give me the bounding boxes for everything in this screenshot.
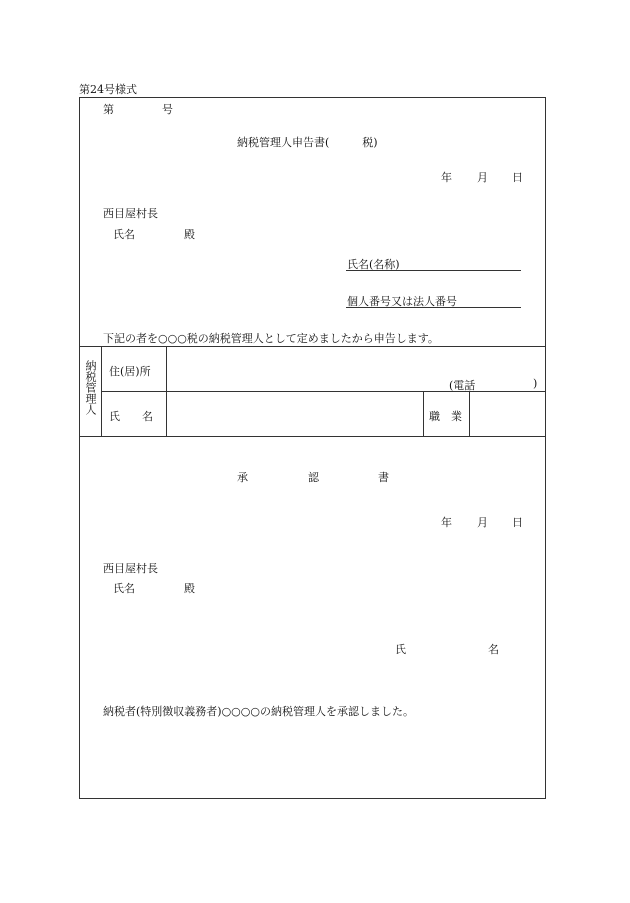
document-number-go: 号 [162, 103, 173, 116]
phone-label: (電話 [449, 379, 476, 392]
applicant-name-label: 氏名(名称) [347, 258, 400, 271]
name-label: 氏 名 [109, 410, 153, 423]
application-date-month: 月 [477, 171, 488, 184]
form-frame [79, 97, 546, 799]
approval-statement: 納税者(特別徴収義務者)○○○○の納税管理人を承認しました。 [103, 705, 414, 718]
approval-date-year: 年 [441, 516, 452, 529]
table-label-divider [166, 346, 167, 436]
form-number: 第24号様式 [79, 83, 137, 96]
table-top-border [79, 346, 546, 347]
approval-date-month: 月 [477, 516, 488, 529]
applicant-number-label: 個人番号又は法人番号 [347, 295, 457, 308]
document-number-dai: 第 [103, 103, 114, 116]
approval-title-char-2: 認 [308, 471, 319, 484]
application-title: 納税管理人申告書( 税) [237, 136, 378, 149]
table-bottom-border [79, 436, 546, 437]
application-date-year: 年 [441, 171, 452, 184]
application-date-day: 日 [512, 171, 523, 184]
application-statement: 下記の者を○○○税の納税管理人として定めましたから申告します。 [103, 332, 439, 345]
applicant-name-line [346, 270, 521, 271]
table-middle-border [101, 391, 546, 392]
application-addressee-name: 氏名 [113, 228, 135, 241]
phone-close: ) [533, 377, 538, 390]
applicant-number-line [346, 307, 521, 308]
approval-title-char-1: 承 [237, 471, 248, 484]
occupation-label: 職 業 [429, 410, 462, 423]
table-occupation-divider-right [469, 391, 470, 436]
approval-honorific: 殿 [184, 582, 195, 595]
tax-agent-side-label: 納税管理人 [84, 360, 97, 415]
approval-addressee-name: 氏名 [113, 582, 135, 595]
approval-date-day: 日 [512, 516, 523, 529]
application-addressee: 西目屋村長 [103, 207, 158, 220]
table-occupation-divider-left [423, 391, 424, 436]
approval-signer-family: 氏 [395, 643, 406, 656]
approval-addressee: 西目屋村長 [103, 562, 158, 575]
approval-title-char-3: 書 [378, 471, 389, 484]
approval-signer-given: 名 [488, 643, 499, 656]
application-honorific: 殿 [184, 228, 195, 241]
address-label: 住(居)所 [109, 365, 151, 378]
table-side-divider [101, 346, 102, 436]
